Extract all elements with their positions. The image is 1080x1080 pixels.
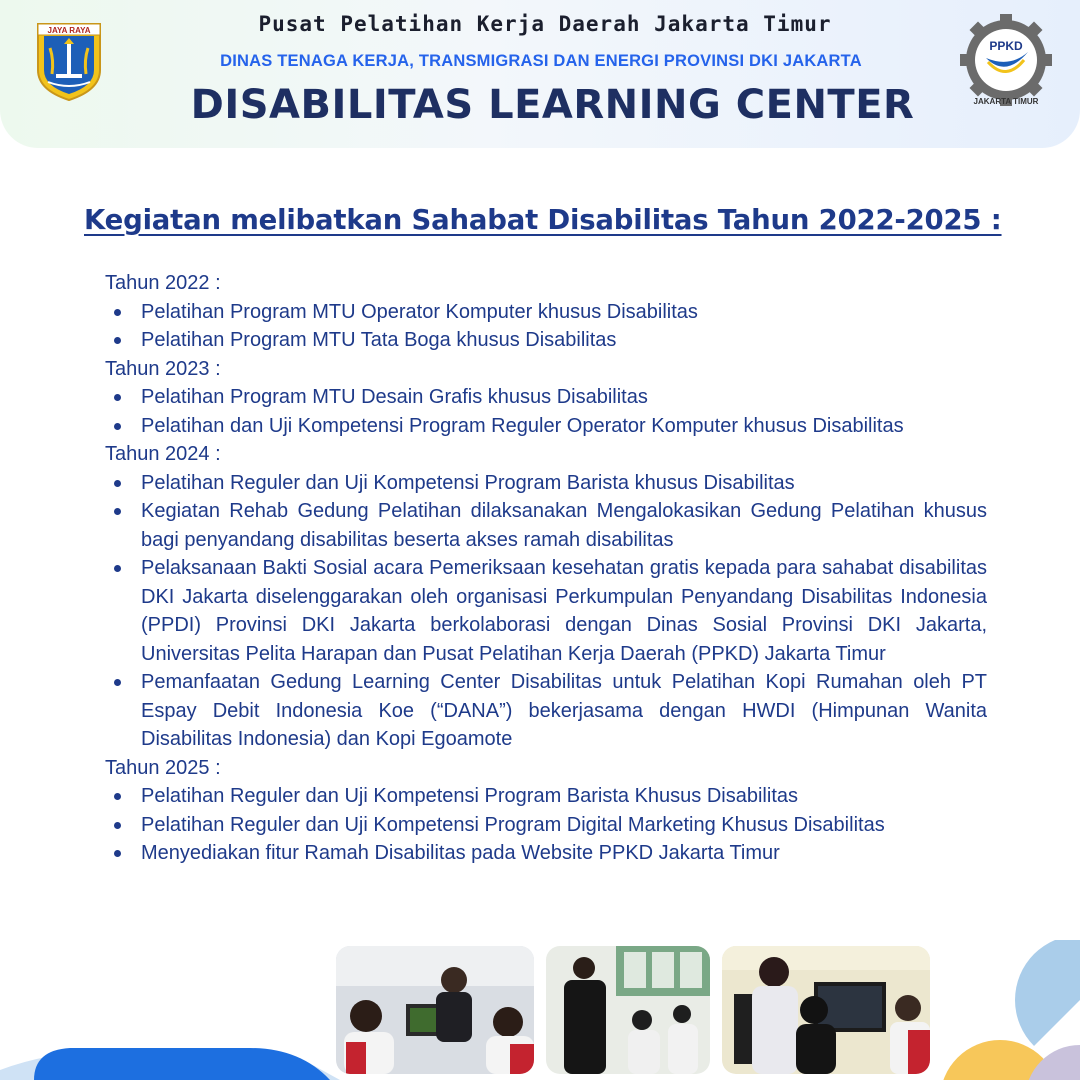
bottom-left-wave-decoration [0,1030,340,1080]
activity-bullet-list [105,782,987,868]
header-institution-name: Pusat Pelatihan Kerja Daerah Jakarta Timur [258,12,832,36]
year-heading: Tahun 2025 : [105,756,221,779]
list-item-text: Pelatihan Program MTU Desain Grafis khusus Disabilitas [141,386,648,408]
year-heading: Tahun 2023 : [105,357,221,380]
list-item [105,811,987,840]
logo-right-caption: JAKARTA TIMUR [973,97,1039,106]
list-item [105,412,987,441]
bottom-right-circles-decoration [930,940,1080,1080]
bullet-icon [114,337,121,344]
list-item-text: Pelaksanaan Bakti Sosial acara Pemeriksaan kesehatan gratis kepada para sahabat disabilitas DKI Jakarta diselenggarakan oleh organisasi Perkumpulan Penyandang Disabilitas Indonesia (PPDI) Provinsi DKI Jakarta berkolaborasi dengan Dinas Sosial Provinsi DKI Jakarta, Universitas Pelita Harapan dan Pusat Pelatihan Kerja Daerah (PPKD) Jakarta Timur [141,557,987,665]
bullet-icon [114,793,121,800]
logo-left-text: JAYA RAYA [47,26,91,35]
list-item [105,469,987,498]
year-heading: Tahun 2022 : [105,272,221,294]
logo-right-text: PPKD [989,39,1023,53]
bullet-icon [114,679,121,686]
list-item-text: Pelatihan Program MTU Operator Komputer khusus Disabilitas [141,300,698,323]
list-item-text: Pelatihan Reguler dan Uji Kompetensi Program Barista khusus Disabilitas [141,471,795,494]
bullet-icon [114,480,121,487]
activity-bullet-list [105,298,987,355]
list-item [105,668,987,754]
list-item [105,839,987,868]
list-item [105,497,987,554]
list-item [105,298,987,327]
list-item-text: Pemanfaatan Gedung Learning Center Disabilitas untuk Pelatihan Kopi Rumahan oleh PT Espay Debit Indonesia Koe (“DANA”) bekerjasama dengan HWDI (Himpunan Wanita Disabilitas Indonesia) dan Kopi Egoamote [141,671,987,750]
ppkd-gear-logo [958,12,1054,108]
bullet-icon [114,423,121,430]
list-item [105,782,987,811]
activities-list [105,269,987,868]
header-banner [0,0,1080,148]
list-item [105,326,987,355]
header-department-name: DINAS TENAGA KERJA, TRANSMIGRASI DAN ENERGI PROVINSI DKI JAKARTA [220,52,862,70]
list-item-text: Pelatihan Reguler dan Uji Kompetensi Program Digital Marketing Khusus Disabilitas [141,813,885,836]
bullet-icon [114,394,121,401]
activity-bullet-list [105,383,987,440]
list-item [105,554,987,668]
photo-lab-practice [722,946,930,1074]
bullet-icon [114,309,121,316]
list-item-text: Pelatihan Program MTU Tata Boga khusus Disabilitas [141,329,617,351]
page-title: DISABILITAS LEARNING CENTER [190,82,915,128]
section-title: Kegiatan melibatkan Sahabat Disabilitas Tahun 2022-2025 : [84,204,1002,236]
bullet-icon [114,508,121,515]
list-item [105,383,987,412]
list-item-text: Pelatihan dan Uji Kompetensi Program Reguler Operator Komputer khusus Disabilitas [141,414,904,437]
list-item-text: Menyediakan fitur Ramah Disabilitas pada Website PPKD Jakarta Timur [141,842,780,864]
bullet-icon [114,822,121,829]
list-item-text: Kegiatan Rehab Gedung Pelatihan dilaksanakan Mengalokasikan Gedung Pelatihan khusus bagi penyandang disabilitas beserta akses ramah disabilitas [141,500,987,551]
year-heading: Tahun 2024 : [105,443,221,465]
bullet-icon [114,565,121,572]
photo-classroom-session [546,946,710,1074]
bullet-icon [114,850,121,857]
activity-bullet-list [105,469,987,754]
list-item-text: Pelatihan Reguler dan Uji Kompetensi Program Barista Khusus Disabilitas [141,785,798,807]
photo-computer-class [336,946,534,1074]
